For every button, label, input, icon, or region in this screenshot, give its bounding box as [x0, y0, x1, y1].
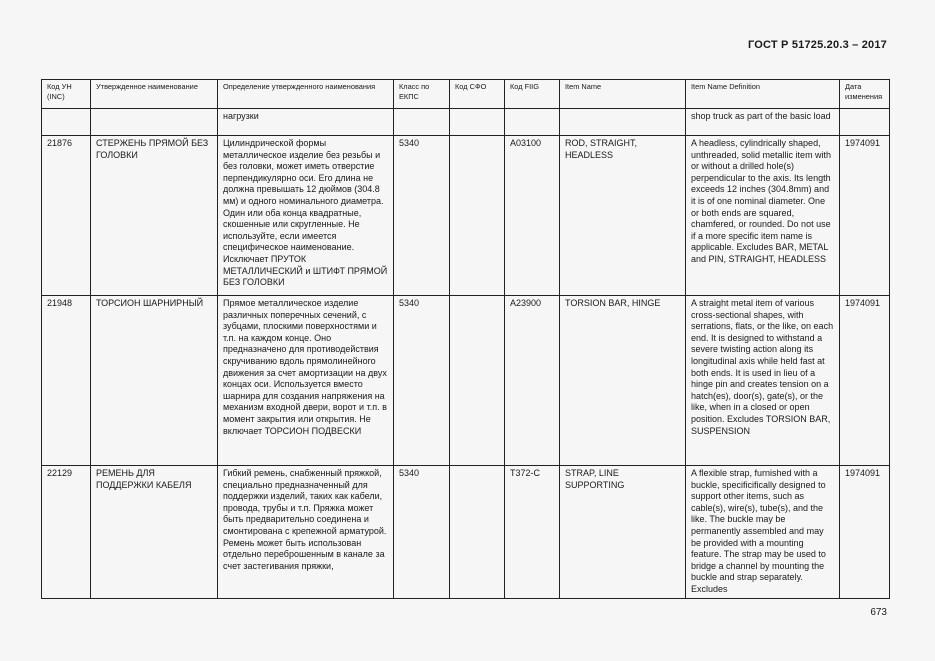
cell-fiig: T372-C: [505, 466, 560, 599]
col-header-inc: Код УН (INC): [42, 80, 91, 109]
cell-definition-en: A headless, cylindrically shaped, unthreaded, solid metallic item with or without a drilled hole(s) perpendicular to the axis. Its length exceeds 12 inches (304.8mm) and it is of one nominal diameter. One or both ends are squared, chamfered, or rounded. Do not use if a more specific item name is applicable. Excludes BAR, METAL and PIN, STRAIGHT, HEADLESS: [686, 136, 840, 296]
cell-class: [394, 109, 450, 136]
table-row-continuation: [42, 109, 890, 136]
col-header-definition-en: Item Name Definition: [686, 80, 840, 109]
classification-table: [41, 79, 890, 599]
cell-definition-ru: нагрузки: [218, 109, 394, 136]
cell-fiig: A03100: [505, 136, 560, 296]
col-header-sfo: Код СФО: [450, 80, 505, 109]
table-row: [42, 466, 890, 599]
col-header-name-ru: Утвержденное наименование: [91, 80, 218, 109]
cell-inc: 21876: [42, 136, 91, 296]
cell-definition-ru: Цилиндрической формы металлическое изделие без резьбы и без головки, может иметь отверстие перпендикулярно оси. Его длина не должна превышать 12 дюймов (304.8 мм) и одного номинального диаметра. Один или оба конца квадратные, скошенные или скругленные. Не используйте, если имеется специфическое наименование. Исключает ПРУТОК МЕТАЛЛИЧЕСКИЙ и ШТИФТ ПРЯМОЙ БЕЗ ГОЛОВКИ: [218, 136, 394, 296]
cell-date: 1974091: [840, 136, 890, 296]
col-header-date: Дата изменения: [840, 80, 890, 109]
col-header-fiig: Код FIIG: [505, 80, 560, 109]
cell-item-name: STRAP, LINE SUPPORTING: [560, 466, 686, 599]
table-header-row: [42, 80, 890, 109]
cell-fiig: A23900: [505, 296, 560, 466]
cell-name-ru: ТОРСИОН ШАРНИРНЫЙ: [91, 296, 218, 466]
cell-name-ru: СТЕРЖЕНЬ ПРЯМОЙ БЕЗ ГОЛОВКИ: [91, 136, 218, 296]
cell-item-name: ROD, STRAIGHT, HEADLESS: [560, 136, 686, 296]
page-number: 673: [870, 607, 887, 618]
cell-name-ru: [91, 109, 218, 136]
cell-date: 1974091: [840, 466, 890, 599]
cell-date: [840, 109, 890, 136]
col-header-definition-ru: Определение утвержденного наименования: [218, 80, 394, 109]
cell-definition-en: A straight metal item of various cross-sectional shapes, with serrations, flats, or the like, on each end. It is designed to withstand a severe twisting action along its longitudinal axis while held fast at both ends. It is used in lieu of a hinge pin and creates tension on a hatch(es), door(s), gate(s), or the like, when in a closed or open position. Excludes TORSION BAR, SUSPENSION: [686, 296, 840, 466]
cell-inc: 21948: [42, 296, 91, 466]
col-header-item-name: Item Name: [560, 80, 686, 109]
table-row: [42, 296, 890, 466]
cell-class: 5340: [394, 466, 450, 599]
cell-fiig: [505, 109, 560, 136]
cell-definition-en: shop truck as part of the basic load: [686, 109, 840, 136]
table-row: [42, 136, 890, 296]
cell-class: 5340: [394, 296, 450, 466]
cell-name-ru: РЕМЕНЬ ДЛЯ ПОДДЕРЖКИ КАБЕЛЯ: [91, 466, 218, 599]
cell-item-name: [560, 109, 686, 136]
cell-item-name: TORSION BAR, HINGE: [560, 296, 686, 466]
cell-inc: 22129: [42, 466, 91, 599]
cell-inc: [42, 109, 91, 136]
cell-sfo: [450, 136, 505, 296]
cell-definition-ru: Гибкий ремень, снабженный пряжкой, специально предназначенный для поддержки изделий, таких как кабели, провода, трубы и т.п. Пряжка может быть предварительно соединена и смонтирована с крепежной арматурой. Ремень может быть использован отдельно переброшенным в канале за счет застегивания пряжки,: [218, 466, 394, 599]
col-header-class: Класс по ЕКПС: [394, 80, 450, 109]
cell-definition-en: A flexible strap, furnished with a buckle, specificifically designed to support other items, such as cable(s), wire(s), tube(s), and the like. The buckle may be permanently assembled and may be provided with a mounting feature. The strap may be used to bridge a channel by mounting the buckle and strap separately. Excludes: [686, 466, 840, 599]
document-id: ГОСТ Р 51725.20.3 – 2017: [747, 39, 887, 51]
cell-sfo: [450, 466, 505, 599]
cell-sfo: [450, 296, 505, 466]
cell-date: 1974091: [840, 296, 890, 466]
cell-definition-ru: Прямое металлическое изделие различных поперечных сечений, с зубцами, плоскими поверхностями и т.п. на каждом конце. Оно предназначено для противодействия скручиванию вдоль прямолинейного движения за счет амортизации на двух концах оси. Используется вместо шарнира для создания напряжения на механизм входной двери, ворот и т.п. в момент закрытия или открытия. Не включает ТОРСИОН ПОДВЕСКИ: [218, 296, 394, 466]
cell-sfo: [450, 109, 505, 136]
cell-class: 5340: [394, 136, 450, 296]
